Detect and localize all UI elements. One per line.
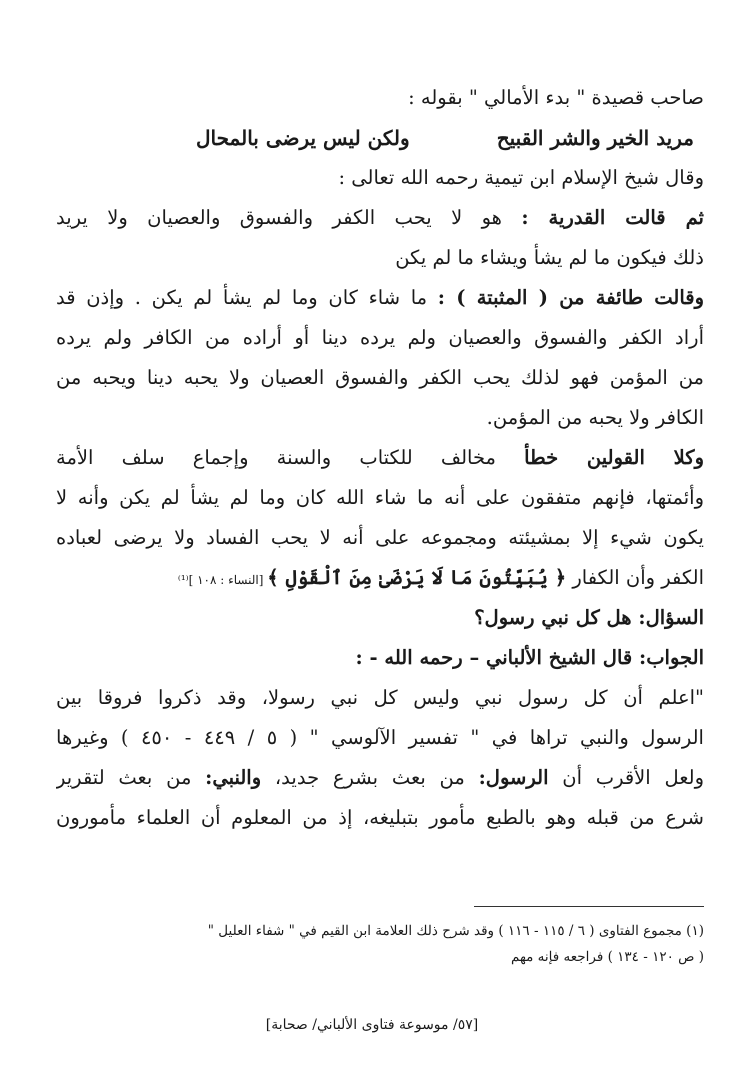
bold-term: الرسول: <box>478 766 549 789</box>
footnote-line: ( ص ١٢٠ - ١٣٤ ) فراجعه فإنه مهم <box>510 949 704 965</box>
answer-label: الجواب: <box>639 646 704 669</box>
verse-first-half: مريد الخير والشر القبيح <box>496 126 694 150</box>
text-line <box>56 438 704 478</box>
quran-citation: [النساء : ١٠٨ ]⁽¹⁾ <box>177 573 268 587</box>
text-line: أراد الكفر والفسوق والعصيان ولم يرده دينا أو أراده من الكافر ولم يرده <box>56 326 704 349</box>
text-line <box>56 758 704 798</box>
text-run: هو لا يحب الكفر والفسوق والعصيان ولا يريد <box>56 206 522 229</box>
verse-second-half: ولكن ليس يرضى بالمحال <box>196 126 410 150</box>
question-line <box>56 598 704 638</box>
text-run: ما شاء كان وما لم يشأ لم يكن . وإذن قد <box>56 286 438 309</box>
footnotes <box>56 918 704 970</box>
text-line: الكافر ولا يحبه من المؤمن. <box>486 406 704 429</box>
text-line: الرسول والنبي تراها في " تفسير الآلوسي " ( ٥ / ٤٤٩ - ٤٥٠ ) وغيرها <box>56 726 704 749</box>
text-run: ولعل الأقرب أن <box>548 766 704 789</box>
text-run: من بعث بشرع جديد، <box>261 766 479 789</box>
answer-line <box>56 638 704 678</box>
text-line <box>56 198 704 238</box>
bold-term: والنبي: <box>205 766 262 789</box>
question-text: هل كل نبي رسول؟ <box>474 606 639 629</box>
text-line: ذلك فيكون ما لم يشأ ويشاء ما لم يكن <box>395 246 704 269</box>
bold-phrase: وقالت طائفة من ( المثبتة ) : <box>437 286 704 309</box>
text-line <box>56 278 704 318</box>
text-line: صاحب قصيدة " بدء الأمالي " بقوله : <box>408 86 704 109</box>
page-footer: [٥٧/ موسوعة فتاوى الألباني/ صحابة] <box>265 1017 479 1033</box>
footnote-line: (١) مجموع الفتاوى ( ٦ / ١١٥ - ١١٦ ) وقد شرح ذلك العلامة ابن القيم في " شفاء العليل " <box>207 923 704 939</box>
text-line: شرع من قبله وهو بالطبع مأمور بتبليغه، إذ من المعلوم أن العلماء مأمورون <box>56 806 704 829</box>
text-line: "اعلم أن كل رسول نبي وليس كل نبي رسولا، وقد ذكروا فروقا بين <box>56 686 704 709</box>
bold-phrase: وكلا القولين خطأ <box>524 446 704 469</box>
text-line: يكون شيء إلا بمشيئته ومجموعه على أنه لا يحب الفساد ولا يرضى لعباده <box>56 526 704 549</box>
main-text <box>56 78 704 838</box>
text-run: من بعث لتقرير <box>56 766 206 789</box>
quran-verse: ﴿ يُبَيِّتُونَ مَا لَا يَرْضَىٰ مِنَ ٱلْقَوْلِ ﴾ <box>267 566 567 589</box>
poem-verse <box>56 118 704 158</box>
text-run: الكفر وأن الكفار <box>566 566 704 589</box>
answer-intro: قال الشيخ الألباني – رحمه الله - : <box>355 646 639 669</box>
text-line <box>56 558 704 598</box>
text-line: وأئمتها، فإنهم متفقون على أنه ما شاء الله كان وما لم يشأ لم يكن وأنه لا <box>56 486 704 509</box>
question-label: السؤال: <box>638 606 704 629</box>
footnote-separator <box>474 906 704 907</box>
text-line: وقال شيخ الإسلام ابن تيمية رحمه الله تعالى : <box>338 166 704 189</box>
text-line: من المؤمن فهو لذلك يحب الكفر والفسوق العصيان ولا يحبه دينا ويحبه من <box>56 366 704 389</box>
bold-phrase: ثم قالت القدرية : <box>521 206 704 229</box>
text-run: مخالف للكتاب والسنة وإجماع سلف الأمة <box>56 446 525 469</box>
